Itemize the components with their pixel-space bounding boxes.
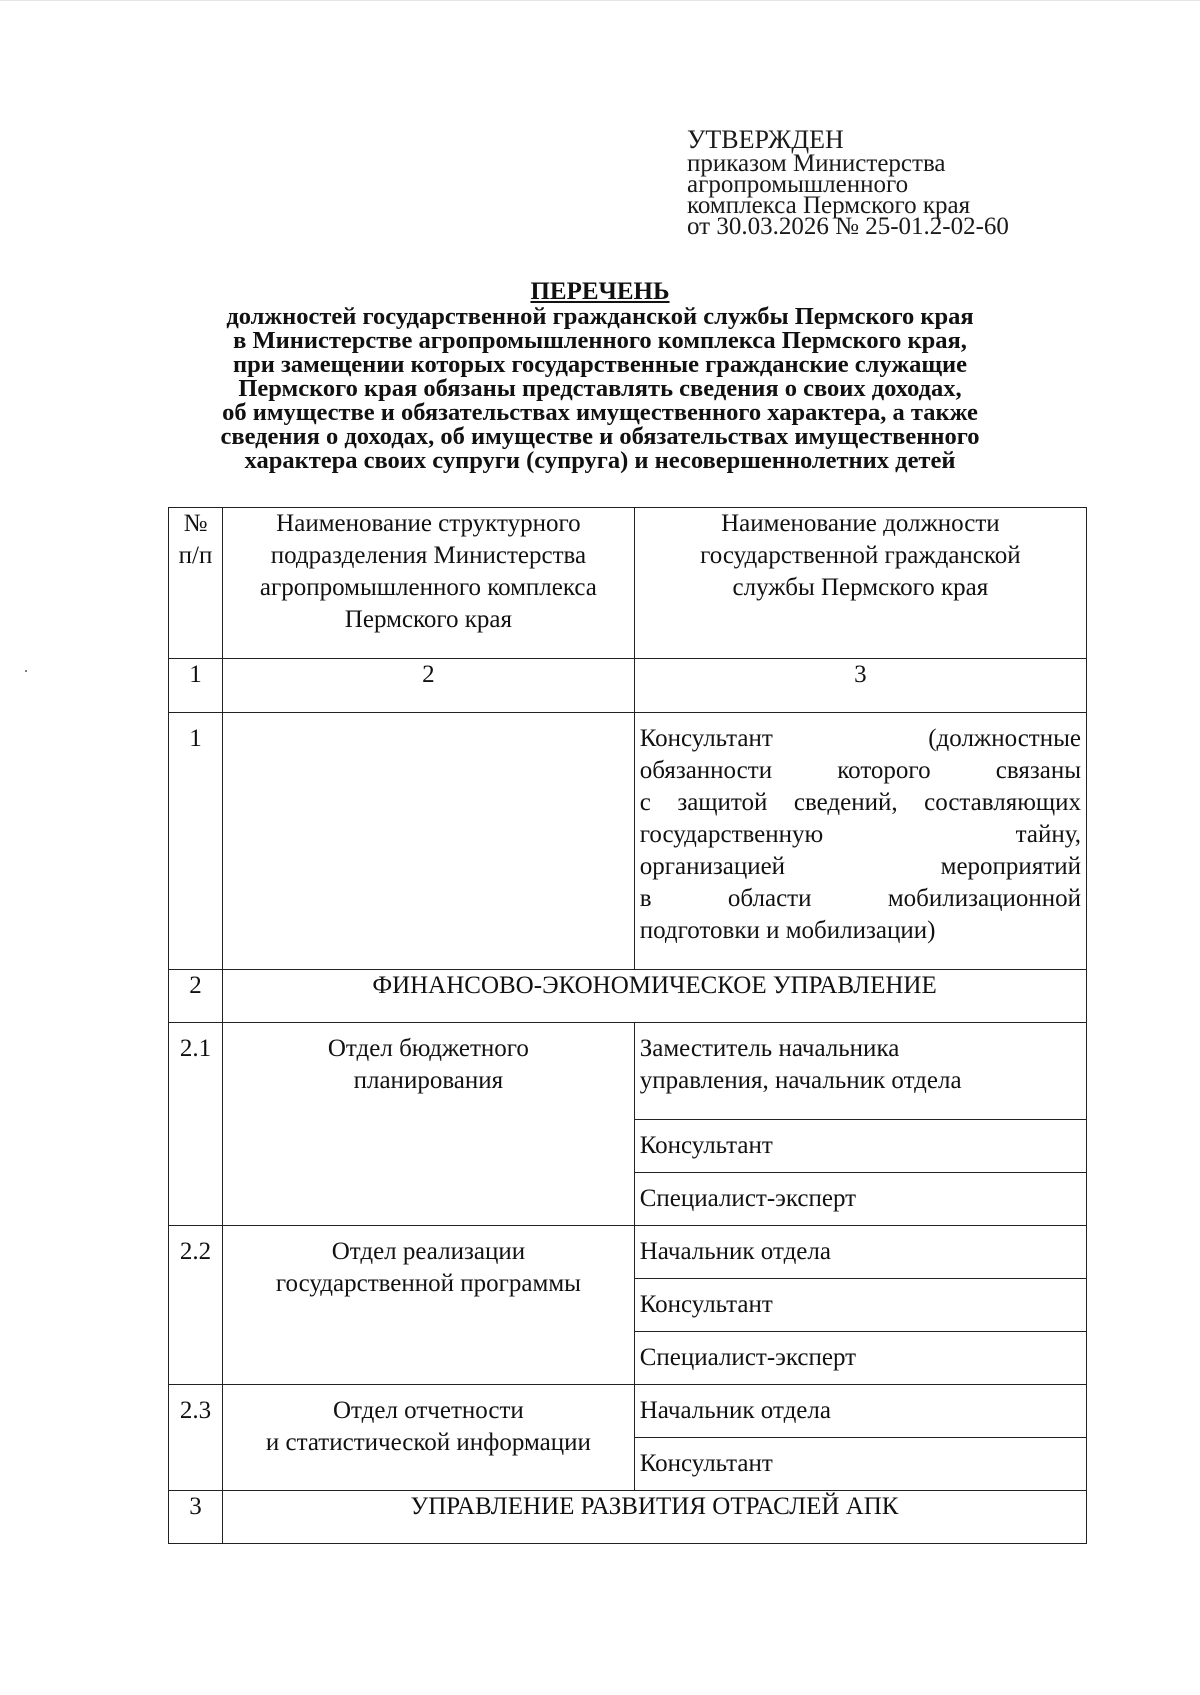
position-cell xyxy=(634,1023,1086,1120)
header-text: № xyxy=(183,510,208,537)
position-text-line: обязанности которого связаны xyxy=(639,757,1081,784)
header-text: агропромышленного комплекса xyxy=(259,574,597,601)
title-line: Пермского края обязаны представлять сведения о своих доходах, xyxy=(238,375,962,402)
column-numbers-row xyxy=(169,659,1087,713)
position-text-line: подготовки и мобилизации) xyxy=(639,917,936,944)
header-text: п/п xyxy=(178,542,213,569)
unit-cell xyxy=(223,1226,635,1385)
title-line: характера своих супруги (супруга) и несовершеннолетних детей xyxy=(244,447,956,474)
approval-line: агропромышленного xyxy=(687,171,909,198)
header-text: государственной гражданской xyxy=(700,542,1021,569)
position-cell: Консультант xyxy=(634,1120,1086,1173)
position-cell: Консультант xyxy=(634,1438,1086,1491)
header-text: подразделения Министерства xyxy=(270,542,587,569)
row-number: 3 xyxy=(169,1491,223,1544)
table-row xyxy=(169,1226,1087,1279)
section-title: ФИНАНСОВО-ЭКОНОМИЧЕСКОЕ УПРАВЛЕНИЕ xyxy=(223,970,1087,1023)
header-unit-cell xyxy=(223,508,635,659)
document-title xyxy=(130,279,1070,473)
title-line: в Министерстве агропромышленного комплекса Пермского края, xyxy=(233,327,967,354)
position-text-line: управления, начальник отдела xyxy=(639,1067,962,1094)
approval-date-number: от 30.03.2026 № 25-01.2-02-60 xyxy=(687,213,1009,240)
unit-text-line: государственной программы xyxy=(275,1270,581,1297)
scan-speck xyxy=(25,670,27,672)
section-title: УПРАВЛЕНИЕ РАЗВИТИЯ ОТРАСЛЕЙ АПК xyxy=(223,1491,1087,1544)
approval-line: комплекса Пермского края xyxy=(687,192,971,219)
row-number: 2.3 xyxy=(169,1385,223,1491)
title-line: об имуществе и обязательствах имущественного характера, а также xyxy=(222,399,978,426)
position-cell: Специалист-эксперт xyxy=(634,1332,1086,1385)
unit-text-line: планирования xyxy=(353,1067,504,1094)
table-row xyxy=(169,1023,1087,1120)
position-cell: Специалист-эксперт xyxy=(634,1173,1086,1226)
position-text-line: организацией мероприятий xyxy=(639,853,1081,880)
position-cell xyxy=(634,713,1086,970)
unit-cell xyxy=(223,1023,635,1226)
row-number: 1 xyxy=(169,713,223,970)
table-row xyxy=(169,1385,1087,1438)
column-number: 2 xyxy=(223,659,635,713)
table-header-row xyxy=(169,508,1087,659)
header-text: Наименование структурного xyxy=(276,510,581,537)
unit-text-line: и статистической информации xyxy=(265,1429,591,1456)
header-text: Пермского края xyxy=(344,606,512,633)
approval-line: приказом Министерства xyxy=(687,150,946,177)
approval-stamp xyxy=(687,125,1009,240)
column-number: 3 xyxy=(634,659,1086,713)
unit-text-line: Отдел бюджетного xyxy=(327,1035,529,1062)
position-text-line: в области мобилизационной xyxy=(639,885,1081,912)
position-cell: Начальник отдела xyxy=(634,1385,1086,1438)
section-row xyxy=(169,1491,1087,1544)
position-text-line: Заместитель начальника xyxy=(639,1035,900,1062)
unit-text-line: Отдел отчетности xyxy=(332,1397,524,1424)
section-row xyxy=(169,970,1087,1023)
unit-cell xyxy=(223,1385,635,1491)
row-number: 2.1 xyxy=(169,1023,223,1226)
header-number-cell xyxy=(169,508,223,659)
unit-text-line: Отдел реализации xyxy=(331,1238,526,1265)
title-heading: ПЕРЕЧЕНЬ xyxy=(530,278,670,305)
position-text-line: Консультант (должностные xyxy=(639,725,1081,752)
unit-cell-empty xyxy=(223,713,635,970)
header-text: службы Пермского края xyxy=(732,574,989,601)
title-line: сведения о доходах, об имуществе и обязательствах имущественного xyxy=(220,423,980,450)
column-number: 1 xyxy=(169,659,223,713)
position-text-line: государственную тайну, xyxy=(639,821,1081,848)
header-position-cell xyxy=(634,508,1086,659)
row-number: 2 xyxy=(169,970,223,1023)
row-number: 2.2 xyxy=(169,1226,223,1385)
title-line: должностей государственной гражданской службы Пермского края xyxy=(226,303,974,330)
title-line: при замещении которых государственные гражданские служащие xyxy=(232,351,968,378)
approval-word: УТВЕРЖДЕН xyxy=(687,125,844,154)
table-row xyxy=(169,713,1087,970)
header-text: Наименование должности xyxy=(721,510,1000,537)
page-top-edge xyxy=(0,0,1200,1)
position-cell: Начальник отдела xyxy=(634,1226,1086,1279)
positions-table xyxy=(168,507,1087,1544)
position-cell: Консультант xyxy=(634,1279,1086,1332)
position-text-line: с защитой сведений, составляющих xyxy=(639,789,1081,816)
